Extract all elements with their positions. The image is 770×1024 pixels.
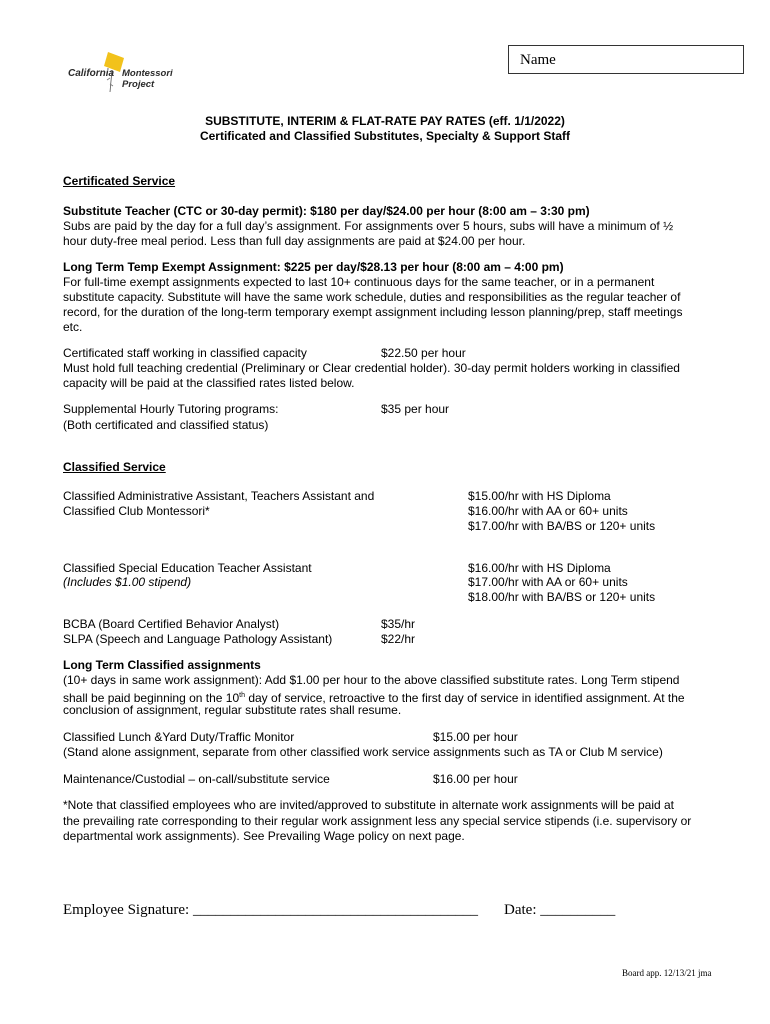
admin-assistant-label: Classified Club Montessori*: [63, 504, 210, 518]
special-ed-label: Classified Special Education Teacher Assistant: [63, 561, 312, 575]
admin-assistant-rate: $15.00/hr with HS Diploma: [468, 489, 611, 503]
page-subtitle: Certificated and Classified Substitutes, Specialty & Support Staff: [199, 129, 571, 143]
lunch-yard-note: (Stand alone assignment, separate from other classified work service assignments such as TA or Club M service): [63, 745, 663, 759]
admin-assistant-rate: $16.00/hr with AA or 60+ units: [468, 504, 628, 518]
classified-note: *Note that classified employees who are invited/approved to substitute in alternate work assignments will be paid at: [63, 798, 674, 812]
classified-capacity-text: capacity will be paid at the classified rates listed below.: [63, 376, 355, 390]
page-title: SUBSTITUTE, INTERIM & FLAT-RATE PAY RATES (eff. 1/1/2022): [205, 114, 565, 128]
substitute-teacher-text: Subs are paid by the day for a full day’s assignment. For assignments over 5 hours, subs will have a minimum of ½: [63, 219, 674, 233]
long-term-exempt-text: etc.: [63, 320, 83, 334]
logo-text-right: Montessori Project: [122, 68, 173, 90]
classified-heading: Classified Service: [63, 460, 166, 474]
bcba-rate: $35/hr: [381, 617, 416, 631]
classified-capacity-text: Must hold full teaching credential (Preliminary or Clear credential holder). 30-day permit holders working in classified: [63, 361, 680, 375]
bcba-label: BCBA (Board Certified Behavior Analyst): [63, 617, 280, 631]
logo-text-left: California: [68, 68, 115, 79]
slpa-rate: $22/hr: [381, 632, 416, 646]
maintenance-label: Maintenance/Custodial – on-call/substitute service: [63, 772, 330, 786]
tutoring-rate: $35 per hour: [381, 402, 450, 416]
tutoring-label: Supplemental Hourly Tutoring programs:: [63, 402, 279, 416]
lunch-yard-label: Classified Lunch &Yard Duty/Traffic Monitor: [63, 730, 295, 744]
date-field[interactable]: Date: __________: [504, 902, 616, 918]
special-ed-rate: $17.00/hr with AA or 60+ units: [468, 575, 628, 589]
long-term-classified-title: Long Term Classified assignments: [63, 658, 261, 672]
classified-note: departmental work assignments). See Prevailing Wage policy on next page.: [63, 829, 465, 843]
substitute-teacher-title: Substitute Teacher (CTC or 30-day permit): $180 per day/$24.00 per hour (8:00 am – 3:30 pm): [63, 204, 590, 218]
special-ed-note: (Includes $1.00 stipend): [63, 575, 192, 589]
name-field[interactable]: [508, 45, 744, 74]
long-term-classified-text: shall be paid beginning on the 10th day of service, retroactive to the first day of service in identified assignment. At the: [63, 691, 685, 705]
long-term-exempt-text: record, for the duration of the long-term temporary exempt assignment including lesson planning/prep, staff meetings: [63, 305, 683, 319]
long-term-exempt-text: For full-time exempt assignments expected to last 10+ continuous days for the same teacher, or in a permanent: [63, 275, 655, 289]
admin-assistant-rate: $17.00/hr with BA/BS or 120+ units: [468, 519, 656, 533]
footer-note: Board app. 12/13/21 jma: [622, 968, 712, 978]
lunch-yard-rate: $15.00 per hour: [433, 730, 518, 744]
long-term-exempt-title: Long Term Temp Exempt Assignment: $225 per day/$28.13 per hour (8:00 am – 4:00 pm): [63, 260, 564, 274]
classified-capacity-label: Certificated staff working in classified capacity: [63, 346, 307, 360]
classified-capacity-rate: $22.50 per hour: [381, 346, 466, 360]
classified-note: the prevailing rate corresponding to their regular work assignment less any special service stipends (i.e. supervisory or: [63, 814, 692, 828]
special-ed-rate: $16.00/hr with HS Diploma: [468, 561, 611, 575]
logo: [66, 48, 196, 96]
long-term-classified-text: (10+ days in same work assignment): Add $1.00 per hour to the above classified substitute rates. Long Term stipend: [63, 673, 680, 687]
tutoring-note: (Both certificated and classified status): [63, 418, 269, 432]
substitute-teacher-text: hour duty-free meal period. Less than full day assignments are paid at $24.00 per hour.: [63, 234, 526, 248]
certificated-heading: Certificated Service: [63, 174, 176, 188]
slpa-label: SLPA (Speech and Language Pathology Assistant): [63, 632, 333, 646]
name-label: Name: [520, 52, 556, 68]
maintenance-rate: $16.00 per hour: [433, 772, 518, 786]
employee-signature-field[interactable]: Employee Signature: ______________________________________: [63, 902, 478, 918]
long-term-classified-text: conclusion of assignment, regular substitute rates shall resume.: [63, 703, 402, 717]
admin-assistant-label: Classified Administrative Assistant, Teachers Assistant and: [63, 489, 375, 503]
long-term-exempt-text: substitute capacity. Substitute will have the same work schedule, duties and responsibilities as the regular teacher of: [63, 290, 681, 304]
special-ed-rate: $18.00/hr with BA/BS or 120+ units: [468, 590, 656, 604]
